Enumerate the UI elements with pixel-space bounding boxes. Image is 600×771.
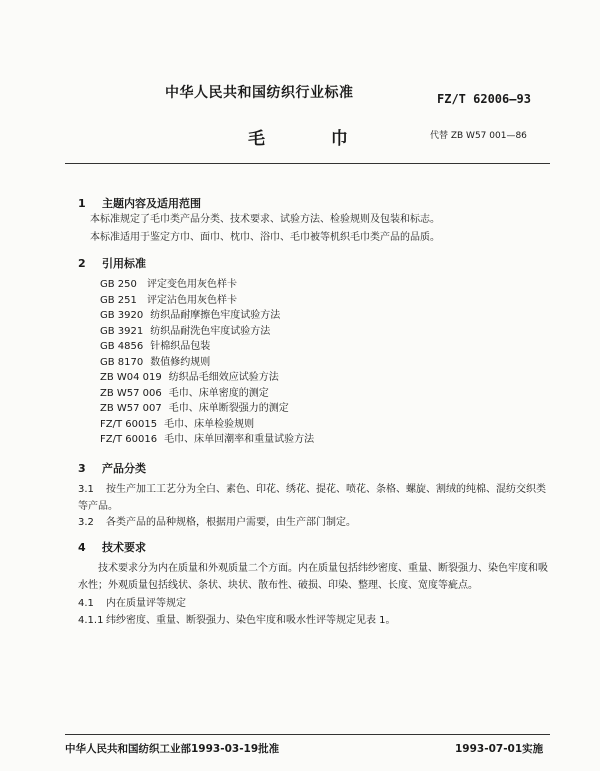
document-title: 毛 巾 [248,129,378,149]
standard-code: FZ/T 62006—93 [437,92,531,106]
clause-number: 3.2 [78,517,94,528]
reference-name: 纺织品耐摩擦色牢度试验方法 [150,310,281,321]
clause-3-1 [78,481,550,515]
reference-name: 针棉织品包装 [150,341,211,352]
implementation-date: 1993-07-01实施 [455,743,544,755]
issuing-organization: 中华人民共和国纺织行业标准 [165,85,354,101]
reference-item [100,386,314,402]
reference-name: 纺织品耐洗色牢度试验方法 [150,325,271,337]
section-number: 2 [78,257,86,270]
reference-code: GB 4856 [100,341,144,352]
reference-item [100,339,314,355]
reference-item [100,401,314,417]
clause-4-1 [78,595,550,612]
reference-list [100,277,314,448]
reference-code: FZ/T 60015 [100,418,158,430]
section-title: 技术要求 [102,541,146,554]
clause-text: 按生产加工工艺分为全白、素色、印花、绣花、提花、喷花、条格、螺旋、割绒的纯棉、混纺交织类等产品。 [78,484,546,512]
reference-item [100,355,314,371]
reference-name: 毛巾、床单密度的测定 [168,387,269,399]
reference-item [100,308,314,324]
reference-name: 纺织品毛细效应试验方法 [168,372,279,383]
footer-divider [65,734,550,735]
section-3-heading [78,460,146,476]
header-divider [65,163,550,164]
section-4-intro: 技术要求分为内在质量和外观质量二个方面。内在质量包括纬纱密度、重量、断裂强力、染色牢度和吸水性；外观质量包括线状、条状、块状、散布性、破损、印染、整理、长度、宽度等疵点。 [78,563,548,591]
section-2-heading [78,255,146,271]
reference-code: GB 8170 [100,356,144,368]
section-number: 4 [78,541,86,554]
clause-text: 内在质量评等规定 [106,598,186,609]
section-number: 1 [78,197,86,210]
clause-number: 4.1.1 [78,615,104,626]
reference-item [100,293,314,309]
reference-code: ZB W57 006 [100,387,162,399]
reference-item [100,432,314,448]
reference-code: GB 251 [100,294,137,306]
replaces-standard: 代替 ZB W57 001—86 [430,131,527,141]
section-title: 主题内容及适用范围 [102,197,201,210]
section-number: 3 [78,462,86,475]
reference-code: ZB W57 007 [100,403,162,414]
reference-name: 毛巾、床单断裂强力的测定 [168,403,289,414]
reference-name: 评定变色用灰色样卡 [147,279,237,290]
clause-number: 3.1 [78,484,94,495]
approval-statement: 中华人民共和国纺织工业部1993-03-19批准 [65,743,280,755]
reference-item [100,370,314,386]
reference-name: 评定沾色用灰色样卡 [147,294,237,306]
reference-code: GB 250 [100,279,137,290]
reference-code: FZ/T 60016 [100,434,158,445]
reference-name: 数值修约规则 [150,356,211,368]
reference-item [100,324,314,340]
clause-3-2 [78,514,550,531]
reference-name: 毛巾、床单检验规则 [164,418,255,430]
clause-text: 各类产品的品种规格，根据用户需要，由生产部门制定。 [106,517,356,528]
clause-text: 纬纱密度、重量、断裂强力、染色牢度和吸水性评等规定见表 1。 [106,615,396,626]
section-1-paragraph-1: 本标准规定了毛巾类产品分类、技术要求、试验方法、检验规则及包装和标志。 [90,214,440,225]
reference-item [100,417,314,433]
reference-code: GB 3921 [100,325,144,337]
clause-number: 4.1 [78,598,94,609]
reference-code: ZB W04 019 [100,372,162,383]
section-title: 产品分类 [102,462,146,475]
reference-item [100,277,314,293]
section-1-paragraph-2: 本标准适用于鉴定方巾、面巾、枕巾、浴巾、毛巾被等机织毛巾类产品的品质。 [90,232,440,243]
clause-4-1-1 [78,612,550,629]
reference-code: GB 3920 [100,310,144,321]
section-title: 引用标准 [102,257,146,270]
section-4-heading [78,539,146,555]
reference-name: 毛巾、床单回潮率和重量试验方法 [164,434,315,445]
section-1-heading [78,195,201,211]
